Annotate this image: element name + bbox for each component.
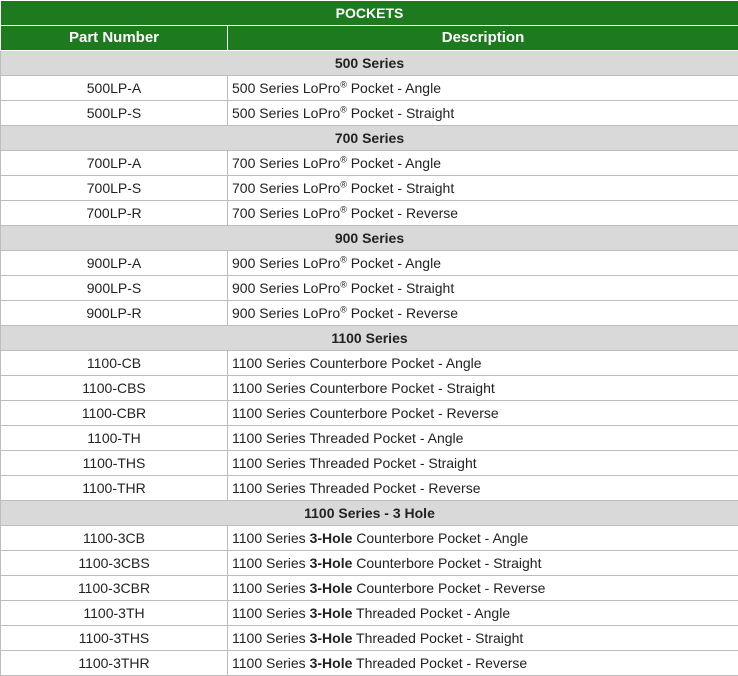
description: 1100 Series Counterbore Pocket - Straight xyxy=(228,376,738,401)
table-row xyxy=(1,551,738,576)
header-row xyxy=(1,26,738,51)
table-row xyxy=(1,176,738,201)
description xyxy=(228,251,738,276)
table-title-row xyxy=(1,1,738,26)
description: 1100 Series Threaded Pocket - Angle xyxy=(228,426,738,451)
description-text: 500 Series LoPro xyxy=(232,80,341,96)
description-text: 900 Series LoPro xyxy=(232,305,341,321)
description-text: 1100 Series xyxy=(232,555,310,571)
description-text: Pocket - Reverse xyxy=(346,205,459,221)
description xyxy=(228,651,738,676)
description xyxy=(228,601,738,626)
registered-mark: ® xyxy=(340,79,347,90)
part-number: 1100-THS xyxy=(1,451,228,476)
description-text: Pocket - Straight xyxy=(346,280,455,296)
table-row xyxy=(1,201,738,226)
table-row xyxy=(1,276,738,301)
series-row xyxy=(1,501,738,526)
description-text: Counterbore Pocket - Reverse xyxy=(352,580,546,596)
table-row xyxy=(1,76,738,101)
registered-mark: ® xyxy=(340,279,347,290)
description: 1100 Series Threaded Pocket - Straight xyxy=(228,451,738,476)
series-row xyxy=(1,126,738,151)
table-row xyxy=(1,526,738,551)
series-row xyxy=(1,326,738,351)
description-text: Pocket - Angle xyxy=(346,80,441,96)
series-label: 900 Series xyxy=(1,226,738,251)
description-text: 1100 Series xyxy=(232,630,310,646)
description-text: Pocket - Straight xyxy=(346,105,455,121)
description-text: Pocket - Angle xyxy=(346,255,441,271)
part-number: 1100-3TH xyxy=(1,601,228,626)
table-row xyxy=(1,301,738,326)
table-title: POCKETS xyxy=(1,1,738,26)
part-number: 1100-CB xyxy=(1,351,228,376)
description-text: 900 Series LoPro xyxy=(232,280,341,296)
description-text: Pocket - Angle xyxy=(346,155,441,171)
description-text: 1100 Series xyxy=(232,580,310,596)
part-number: 700LP-R xyxy=(1,201,228,226)
description-text: Threaded Pocket - Reverse xyxy=(352,655,528,671)
part-number: 1100-3CB xyxy=(1,526,228,551)
description: 1100 Series Counterbore Pocket - Reverse xyxy=(228,401,738,426)
registered-mark: ® xyxy=(340,254,347,265)
series-row xyxy=(1,51,738,76)
description xyxy=(228,76,738,101)
header-part-number: Part Number xyxy=(1,26,228,51)
table-row xyxy=(1,476,738,501)
description-text: 1100 Series xyxy=(232,605,310,621)
table-row xyxy=(1,401,738,426)
table-row xyxy=(1,651,738,676)
series-label: 500 Series xyxy=(1,51,738,76)
description-text: 700 Series LoPro xyxy=(232,205,341,221)
table-row xyxy=(1,351,738,376)
table-body xyxy=(1,51,738,676)
table-row xyxy=(1,426,738,451)
registered-mark: ® xyxy=(340,204,347,215)
registered-mark: ® xyxy=(340,304,347,315)
description-text: Pocket - Straight xyxy=(346,180,455,196)
table-row xyxy=(1,376,738,401)
description-bold: 3-Hole xyxy=(309,555,353,571)
description xyxy=(228,576,738,601)
table-row xyxy=(1,626,738,651)
part-number: 500LP-S xyxy=(1,101,228,126)
description: 1100 Series Threaded Pocket - Reverse xyxy=(228,476,738,501)
description-text: Counterbore Pocket - Angle xyxy=(352,530,529,546)
description xyxy=(228,526,738,551)
table-row xyxy=(1,251,738,276)
part-number: 700LP-A xyxy=(1,151,228,176)
table-row xyxy=(1,451,738,476)
series-label: 700 Series xyxy=(1,126,738,151)
registered-mark: ® xyxy=(340,179,347,190)
part-number: 1100-CBS xyxy=(1,376,228,401)
description-bold: 3-Hole xyxy=(309,605,353,621)
part-number: 1100-3CBR xyxy=(1,576,228,601)
description xyxy=(228,101,738,126)
description xyxy=(228,151,738,176)
registered-mark: ® xyxy=(340,104,347,115)
description-text: Threaded Pocket - Angle xyxy=(352,605,511,621)
description-text: 1100 Series xyxy=(232,530,310,546)
series-row xyxy=(1,226,738,251)
part-number: 1100-TH xyxy=(1,426,228,451)
description-bold: 3-Hole xyxy=(309,530,353,546)
part-number: 900LP-S xyxy=(1,276,228,301)
part-number: 900LP-R xyxy=(1,301,228,326)
description-text: Counterbore Pocket - Straight xyxy=(352,555,542,571)
description xyxy=(228,551,738,576)
table-row xyxy=(1,151,738,176)
description xyxy=(228,176,738,201)
description-bold: 3-Hole xyxy=(309,580,353,596)
part-number: 700LP-S xyxy=(1,176,228,201)
description-text: Pocket - Reverse xyxy=(346,305,459,321)
table-row xyxy=(1,101,738,126)
description-text: 700 Series LoPro xyxy=(232,155,341,171)
description: 1100 Series Counterbore Pocket - Angle xyxy=(228,351,738,376)
part-number: 1100-3CBS xyxy=(1,551,228,576)
description-text: Threaded Pocket - Straight xyxy=(352,630,524,646)
part-number: 1100-CBR xyxy=(1,401,228,426)
description xyxy=(228,276,738,301)
registered-mark: ® xyxy=(340,154,347,165)
description-bold: 3-Hole xyxy=(309,630,353,646)
part-number: 1100-3THR xyxy=(1,651,228,676)
series-label: 1100 Series xyxy=(1,326,738,351)
table-row xyxy=(1,601,738,626)
description-bold: 3-Hole xyxy=(309,655,353,671)
description xyxy=(228,201,738,226)
description xyxy=(228,301,738,326)
description-text: 700 Series LoPro xyxy=(232,180,341,196)
part-number: 1100-3THS xyxy=(1,626,228,651)
part-number: 500LP-A xyxy=(1,76,228,101)
part-number: 900LP-A xyxy=(1,251,228,276)
description-text: 1100 Series xyxy=(232,655,310,671)
series-label: 1100 Series - 3 Hole xyxy=(1,501,738,526)
description xyxy=(228,626,738,651)
description-text: 900 Series LoPro xyxy=(232,255,341,271)
description-text: 500 Series LoPro xyxy=(232,105,341,121)
part-number: 1100-THR xyxy=(1,476,228,501)
table-row xyxy=(1,576,738,601)
header-description: Description xyxy=(228,26,738,51)
